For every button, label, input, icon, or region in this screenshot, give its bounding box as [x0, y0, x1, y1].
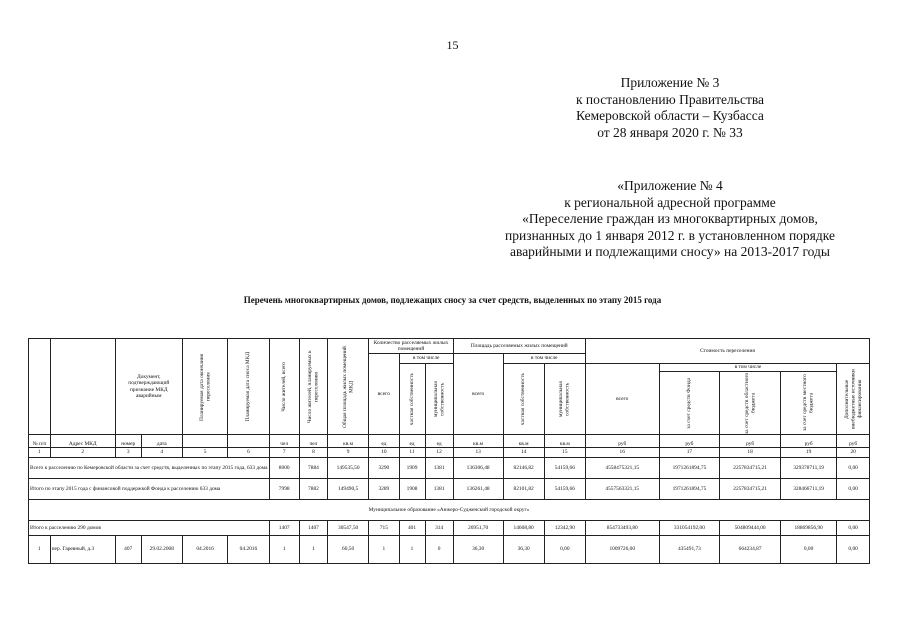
header-area-total-text: Общая площадь жилых помещений МКД: [341, 345, 355, 428]
unit-cell: руб: [780, 435, 836, 448]
header-cost-incl: в том числе: [659, 364, 837, 372]
unit-cell: руб: [659, 435, 720, 448]
row-address: пер. Гаревный, д.3: [50, 536, 115, 564]
total-value: 4558475321,15: [585, 458, 659, 479]
fund-value: 4557563321,15: [585, 479, 659, 500]
total-value: 329378711,19: [780, 458, 836, 479]
mo-total-value: 30547,50: [328, 521, 369, 536]
mo-total-value: 1407: [269, 521, 299, 536]
header-cost-fund: [659, 372, 720, 435]
appendix-1-line-2: к постановлению Правительства: [575, 91, 765, 107]
units-row: [29, 435, 870, 448]
unit-cell: кв.м: [503, 435, 544, 448]
header-cost-regional: [720, 372, 781, 435]
total-value: 3290: [369, 458, 399, 479]
header-rooms-total: всего: [369, 354, 399, 435]
header-cost-local: [780, 372, 836, 435]
mo-total-value: 14608,80: [503, 521, 544, 536]
unit-cell: чел: [269, 435, 299, 448]
fund-value: 149490,5: [328, 479, 369, 500]
row-value: 0: [425, 536, 453, 564]
header-area-total: [328, 339, 369, 435]
col-number: 20: [837, 448, 870, 458]
row-value: 664234,87: [720, 536, 781, 564]
total-value: 54159,66: [544, 458, 585, 479]
table-row: [29, 536, 870, 564]
appendix-2-line-4: признанных до 1 января 2012 г. в установленном порядке: [505, 227, 835, 243]
mo-total-label: Итого к расселению 290 домов: [29, 521, 270, 536]
total-value: 7884: [299, 458, 327, 479]
header-planned-demolish-text: Планируемая дата сноса МКД: [245, 351, 252, 422]
header-num-spacer: [29, 339, 51, 435]
unit-cell: ед: [369, 435, 399, 448]
table-row-municipality: [29, 500, 870, 521]
mo-total-value: 401: [399, 521, 425, 536]
row-value: 36,30: [453, 536, 503, 564]
fund-value: 136261,48: [453, 479, 503, 500]
col-number: 5: [182, 448, 228, 458]
row-value: 1: [269, 536, 299, 564]
header-num: № п/п: [29, 435, 51, 448]
municipality-name: Муниципальное образование «Анжеро-Судженский городской округ»: [29, 500, 870, 521]
total-value: 1909: [399, 458, 425, 479]
header-rooms-group: Количество расселяемых жилых помещений: [369, 339, 454, 354]
table-row-municipality-total: [29, 521, 870, 536]
total-value: 0,00: [837, 458, 870, 479]
fund-value: 7882: [299, 479, 327, 500]
header-cost-local-text: за счет средств местного бюджета: [802, 374, 815, 432]
row-value: 36,30: [503, 536, 544, 564]
total-value: 136306,48: [453, 458, 503, 479]
col-number: 2: [50, 448, 115, 458]
header-residents-planned-text: Число жителей, планируемых к переселению: [307, 350, 320, 423]
appendix-2-line-1: «Приложение № 4: [617, 178, 723, 193]
col-number: 19: [780, 448, 836, 458]
row-value: 0,00: [544, 536, 585, 564]
mo-total-value: 504809444,00: [720, 521, 781, 536]
unit-cell: кв.м: [544, 435, 585, 448]
mo-total-value: 854733493,80: [585, 521, 659, 536]
header-area-group: Площадь расселяемых жилых помещений: [453, 339, 585, 354]
mo-total-value: 1407: [299, 521, 327, 536]
col-number: 16: [585, 448, 659, 458]
row-number: 1: [29, 536, 51, 564]
fund-value: 0,00: [837, 479, 870, 500]
row-value: 60,50: [328, 536, 369, 564]
row-resettle-date: 04.2016: [182, 536, 228, 564]
unit-cell: кв.м: [453, 435, 503, 448]
header-rooms-municipal-text: муниципальная собственность: [432, 381, 446, 417]
fund-value: 2257834715,21: [720, 479, 781, 500]
fund-value: 1971261894,75: [659, 479, 720, 500]
header-address-spacer: [50, 339, 115, 435]
unit-cell: руб: [837, 435, 870, 448]
mo-total-value: 314: [425, 521, 453, 536]
page-number: 15: [446, 38, 459, 52]
unit-cell: [228, 435, 269, 448]
col-number: 4: [141, 448, 182, 458]
col-number: 14: [503, 448, 544, 458]
header-area-private: [503, 364, 544, 435]
header-residents-total: [269, 339, 299, 435]
header-cost-fund-text: за счет средств Фонда: [686, 377, 693, 429]
appendix-2-line-3: «Переселение граждан из многоквартирных домов,: [522, 211, 818, 226]
appendix-1-line-4: от 28 января 2020 г. № 33: [597, 124, 743, 140]
header-document: Документ, подтверждающий признание МКД аварийным: [115, 339, 182, 435]
col-number: 17: [659, 448, 720, 458]
unit-cell: руб: [585, 435, 659, 448]
header-residents-planned: [299, 339, 327, 435]
header-rooms-incl: в том числе: [399, 354, 453, 364]
header-planned-demolish: [228, 339, 269, 435]
unit-cell: номер: [115, 435, 141, 448]
mo-total-value: 331054192,00: [659, 521, 720, 536]
col-number: 8: [299, 448, 327, 458]
buildings-table: [28, 338, 870, 564]
unit-cell: руб: [720, 435, 781, 448]
mo-total-value: 715: [369, 521, 399, 536]
row-value: 0,00: [837, 536, 870, 564]
appendix-header-2: [470, 178, 870, 261]
header-rooms-private-text: частная собственность: [408, 372, 415, 426]
col-number: 6: [228, 448, 269, 458]
unit-cell: [182, 435, 228, 448]
header-area-incl: в том числе: [503, 354, 585, 364]
row-value: 1: [399, 536, 425, 564]
total-value: 8000: [269, 458, 299, 479]
row-doc-date: 29.02.2008: [141, 536, 182, 564]
fund-value: 3289: [369, 479, 399, 500]
row-value: 0,00: [780, 536, 836, 564]
header-residents-total-text: Число жителей, всего: [280, 361, 287, 412]
total-value: 2257834715,21: [720, 458, 781, 479]
total-value: 149535,50: [328, 458, 369, 479]
mo-total-value: 0,00: [837, 521, 870, 536]
appendix-2-line-2: к региональной адресной программе: [564, 194, 776, 210]
header-area-all: всего: [453, 354, 503, 435]
total-label: Всего к расселению по Кемеровской области за счет средств, выделенных по этапу 2015 года, 633 дома: [29, 458, 270, 479]
row-value: 1: [299, 536, 327, 564]
appendix-1-line-1: Приложение № 3: [620, 75, 720, 90]
fund-value: 54159,66: [544, 479, 585, 500]
header-rooms-municipal: [425, 364, 453, 435]
header-cost-additional-text: Дополнительные внебюджетные источники финансирования: [843, 369, 863, 429]
col-number: 12: [425, 448, 453, 458]
table-row-fund: [29, 479, 870, 500]
row-doc-number: 407: [115, 536, 141, 564]
unit-cell: чел: [299, 435, 327, 448]
unit-cell: дата: [141, 435, 182, 448]
total-value: 1381: [425, 458, 453, 479]
header-cost-regional-text: за счет средств областного бюджета: [743, 372, 757, 434]
col-number: 15: [544, 448, 585, 458]
header-cost-group: Стоимость переселения: [585, 339, 869, 364]
unit-cell: кв.м: [328, 435, 369, 448]
appendix-header-1: [470, 75, 870, 141]
header-planned-resettle: [182, 339, 228, 435]
document-title: Перечень многоквартирных домов, подлежащих сносу за счет средств, выделенных по этапу 2015 года: [243, 295, 662, 305]
column-numbers-row: [29, 448, 870, 458]
col-number: 11: [399, 448, 425, 458]
header-area-private-text: частная собственность: [520, 372, 527, 426]
total-value: 82146,82: [503, 458, 544, 479]
col-number: 18: [720, 448, 781, 458]
row-value: 1009726,00: [585, 536, 659, 564]
fund-value: 82101,82: [503, 479, 544, 500]
col-number: 10: [369, 448, 399, 458]
unit-cell: ед: [399, 435, 425, 448]
fund-value: 1908: [399, 479, 425, 500]
row-value: 435491,73: [659, 536, 720, 564]
header-cost-total: всего: [585, 364, 659, 435]
col-number: 1: [29, 448, 51, 458]
col-number: 7: [269, 448, 299, 458]
row-value: 1: [369, 536, 399, 564]
table-row-total: [29, 458, 870, 479]
row-demolish-date: 04.2016: [228, 536, 269, 564]
appendix-1-line-3: Кемеровской области – Кузбасса: [576, 108, 764, 123]
mo-total-value: 12342,90: [544, 521, 585, 536]
col-number: 9: [328, 448, 369, 458]
appendix-2-line-5: аварийными и подлежащими сносу» на 2013-2017 годы: [510, 244, 830, 259]
total-value: 1971261894,75: [659, 458, 720, 479]
mo-total-value: 18869856,90: [780, 521, 836, 536]
col-number: 13: [453, 448, 503, 458]
fund-label: Итого по этапу 2015 года с финансовой поддержкой Фонда к расселению 633 дома: [29, 479, 270, 500]
header-rooms-private: [399, 364, 425, 435]
fund-value: 7998: [269, 479, 299, 500]
unit-cell: ед: [425, 435, 453, 448]
mo-total-value: 26951,70: [453, 521, 503, 536]
header-area-municipal: [544, 364, 585, 435]
header-address: Адрес МКД: [50, 435, 115, 448]
fund-value: 1381: [425, 479, 453, 500]
header-cost-additional: [837, 364, 870, 435]
fund-value: 328466711,19: [780, 479, 836, 500]
header-area-municipal-text: муниципальная собственность: [558, 381, 571, 417]
col-number: 3: [115, 448, 141, 458]
header-planned-resettle-text: Планируемая дата окончания переселения: [198, 352, 212, 421]
